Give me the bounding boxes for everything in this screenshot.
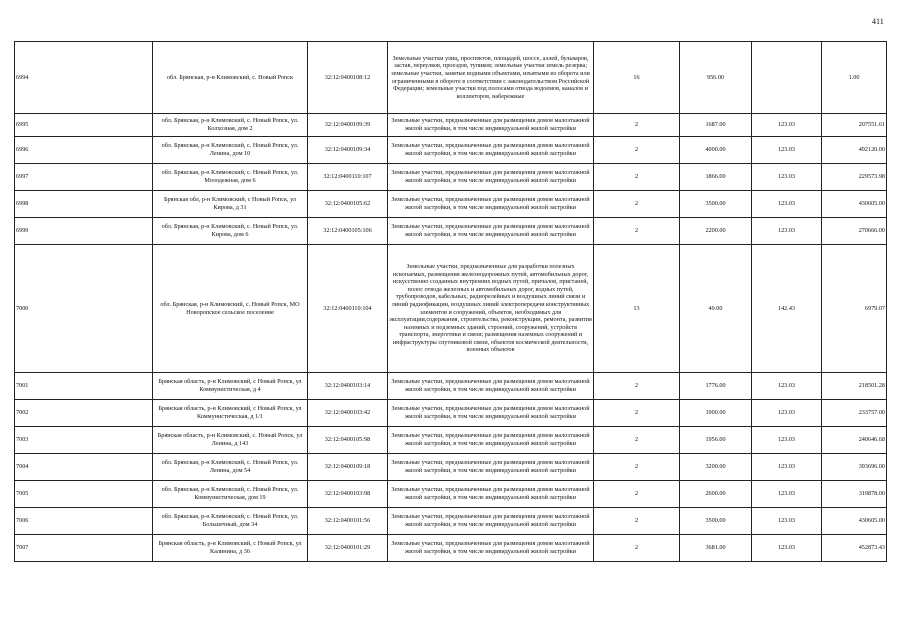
row-address: обл. Брянская, р-н Климовский, с. Новый Ропск, ул. Кирова, дом 6 (153, 218, 308, 245)
row-address: обл. Брянская, р-н Климовский, с. Новый Ропск, ул. Молодежная, дом 6 (153, 164, 308, 191)
row-usage-group: 16 (594, 42, 680, 114)
row-usage-group: 2 (594, 454, 680, 481)
row-number: 7007 (15, 535, 153, 562)
row-land-usage: Земельные участки, предназначенные для размещения домов малоэтажной жилой застройки, в том числе индивидуальной жилой застройки (388, 137, 594, 164)
row-area: 3681.00 (680, 535, 752, 562)
table-row (15, 508, 887, 535)
row-cadastral-value: 240646.68 (822, 427, 887, 454)
row-land-usage: Земельные участки, предназначенные для размещения домов малоэтажной жилой застройки, в том числе индивидуальной жилой застройки (388, 427, 594, 454)
table-row (15, 400, 887, 427)
row-area: 1687.00 (680, 114, 752, 137)
table-row (15, 42, 887, 114)
table-row (15, 481, 887, 508)
row-land-usage: Земельные участки, предназначенные для размещения домов малоэтажной жилой застройки, в том числе индивидуальной жилой застройки (388, 373, 594, 400)
row-number: 7006 (15, 508, 153, 535)
row-cadastral-number: 32:12:0400103:98 (308, 481, 388, 508)
row-specific-value: 123.03 (752, 191, 822, 218)
row-usage-group: 2 (594, 373, 680, 400)
row-land-usage: Земельные участки, предназначенные для размещения домов малоэтажной жилой застройки, в том числе индивидуальной жилой застройки (388, 164, 594, 191)
row-cadastral-value: 6979.07 (822, 245, 887, 373)
row-specific-value: 123.03 (752, 427, 822, 454)
row-area: 2200.00 (680, 218, 752, 245)
row-address: обл. Брянская, р-н Климовский, с. Новый Ропск (153, 42, 308, 114)
row-area: 3500.00 (680, 508, 752, 535)
row-number: 7005 (15, 481, 153, 508)
row-usage-group: 2 (594, 164, 680, 191)
row-usage-group: 2 (594, 535, 680, 562)
row-cadastral-value: 218501.28 (822, 373, 887, 400)
row-land-usage: Земельные участки улиц, проспектов, площадей, шоссе, аллей, бульваров, застав, переулков, проездов, тупиков; земельные участки земель резерва; земельные участки, занятые водными объектами, изъятыми из оборота или ограниченными в обороте в соответствии с законодательством Российской Федерации; земельные участки под полосами отвода водоемов, каналов и коллекторов, набережные (388, 42, 594, 114)
row-area: 4000.00 (680, 137, 752, 164)
row-cadastral-value: 270666.00 (822, 218, 887, 245)
row-land-usage: Земельные участки, предназначенные для размещения домов малоэтажной жилой застройки, в том числе индивидуальной жилой застройки (388, 400, 594, 427)
row-specific-value: 123.03 (752, 481, 822, 508)
row-cadastral-number: 32:12:0400105:62 (308, 191, 388, 218)
row-land-usage: Земельные участки, предназначенные для размещения домов малоэтажной жилой застройки, в том числе индивидуальной жилой застройки (388, 114, 594, 137)
row-specific-value: 123.03 (752, 137, 822, 164)
row-cadastral-value: 229573.98 (822, 164, 887, 191)
row-usage-group: 2 (594, 508, 680, 535)
row-cadastral-number: 32:12:0400109:39 (308, 114, 388, 137)
table-row (15, 218, 887, 245)
row-area: 1776.00 (680, 373, 752, 400)
row-usage-group: 2 (594, 218, 680, 245)
row-usage-group: 13 (594, 245, 680, 373)
row-number: 6998 (15, 191, 153, 218)
row-number: 7003 (15, 427, 153, 454)
table-row (15, 535, 887, 562)
table-row (15, 373, 887, 400)
row-cadastral-value: 233757.00 (822, 400, 887, 427)
row-address: Брянская обл, р-н Климовский, с Новый Ропск, ул Кирова, д 31 (153, 191, 308, 218)
row-number: 6996 (15, 137, 153, 164)
row-land-usage: Земельные участки, предназначенные для размещения домов малоэтажной жилой застройки, в том числе индивидуальной жилой застройки (388, 218, 594, 245)
row-number: 6994 (15, 42, 153, 114)
row-address: Брянская область, р-н Климовский, с. Новый Ропск, ул Ленина, д 143 (153, 427, 308, 454)
row-usage-group: 2 (594, 114, 680, 137)
row-land-usage: Земельные участки, предназначенные для размещения домов малоэтажной жилой застройки, в том числе индивидуальной жилой застройки (388, 191, 594, 218)
row-area: 3200.00 (680, 454, 752, 481)
table-row (15, 191, 887, 218)
row-address: Брянская область, р-н Климовский, с Новый Ропск, ул Коммунистическая, д 1/1 (153, 400, 308, 427)
row-cadastral-number: 32:12:0400103:42 (308, 400, 388, 427)
row-usage-group: 2 (594, 400, 680, 427)
row-specific-value: 123.03 (752, 535, 822, 562)
row-address: Брянская область, р-н Климовский, с Новый Ропск, ул Калинина, д 36 (153, 535, 308, 562)
row-land-usage: Земельные участки, предназначенные для размещения домов малоэтажной жилой застройки, в том числе индивидуальной жилой застройки (388, 508, 594, 535)
row-specific-value: 123.03 (752, 373, 822, 400)
row-area: 1956.00 (680, 427, 752, 454)
row-cadastral-value: 1.00 (822, 42, 887, 114)
row-number: 6995 (15, 114, 153, 137)
row-cadastral-value: 430605.00 (822, 508, 887, 535)
row-number: 6997 (15, 164, 153, 191)
row-address: обл. Брянская, р-н Климовский, с. Новый Ропск, ул. Колхозная, дом 2 (153, 114, 308, 137)
row-cadastral-value: 393696.00 (822, 454, 887, 481)
row-cadastral-number: 32:12:0400101:29 (308, 535, 388, 562)
row-number: 7001 (15, 373, 153, 400)
row-area: 1900.00 (680, 400, 752, 427)
row-cadastral-number: 32:12:0400105:98 (308, 427, 388, 454)
row-specific-value: 123.03 (752, 400, 822, 427)
row-cadastral-value: 430605.00 (822, 191, 887, 218)
row-land-usage: Земельные участки, предназначенные для разработки полезных ископаемых, размещения железнодорожных путей, автомобильных дорог, искусственно созданных внутренних водных путей, причалов, пристаней, полос отвода железных и автомобильных дорог, водных путей, трубопроводов, кабельных, радиорелейных и воздушных линий связи и линий радиофикации, воздушных линий электропередачи конструктивных элементов и сооружений, объектов, необходимых для эксплуатации,содержания, строительства, реконструкции, ремонта, развития наземных и подземных зданий, строений, сооружений, устройств транспорта, энергетики и связи; размещения наземных сооружений и инфраструктуры спутниковой связи, объектов космической деятельности, военных объектов (388, 245, 594, 373)
row-cadastral-number: 32:12:0400109:34 (308, 137, 388, 164)
row-land-usage: Земельные участки, предназначенные для размещения домов малоэтажной жилой застройки, в том числе индивидуальной жилой застройки (388, 535, 594, 562)
row-cadastral-value: 452873.43 (822, 535, 887, 562)
row-address: обл. Брянская, р-н Климовский, с. Новый Ропск, ул. Ленина, дом 54 (153, 454, 308, 481)
table-row (15, 245, 887, 373)
table-row (15, 454, 887, 481)
row-usage-group: 2 (594, 481, 680, 508)
cadastral-register-table (14, 41, 887, 562)
page-number: 411 (872, 17, 884, 26)
row-address: обл. Брянская, р-н Климовский, с. Новый Ропск, МО Новоропское сельское поселение (153, 245, 308, 373)
table-row (15, 114, 887, 137)
row-usage-group: 2 (594, 427, 680, 454)
row-usage-group: 2 (594, 191, 680, 218)
row-number: 7000 (15, 245, 153, 373)
row-number: 6999 (15, 218, 153, 245)
row-land-usage: Земельные участки, предназначенные для размещения домов малоэтажной жилой застройки, в том числе индивидуальной жилой застройки (388, 454, 594, 481)
row-area: 956.00 (680, 42, 752, 114)
row-specific-value: 142.43 (752, 245, 822, 373)
row-land-usage: Земельные участки, предназначенные для размещения домов малоэтажной жилой застройки, в том числе индивидуальной жилой застройки (388, 481, 594, 508)
row-number: 7002 (15, 400, 153, 427)
row-cadastral-number: 32:12:0400103:14 (308, 373, 388, 400)
row-area: 49.00 (680, 245, 752, 373)
row-specific-value (752, 42, 822, 114)
row-specific-value: 123.03 (752, 454, 822, 481)
row-specific-value: 123.03 (752, 508, 822, 535)
row-specific-value: 123.03 (752, 218, 822, 245)
table-row (15, 427, 887, 454)
row-specific-value: 123.03 (752, 164, 822, 191)
row-area: 3500.00 (680, 191, 752, 218)
row-number: 7004 (15, 454, 153, 481)
row-cadastral-value: 319878.00 (822, 481, 887, 508)
row-address: обл. Брянская, р-н Климовский, с. Новый Ропск, ул. Ленина, дом 10 (153, 137, 308, 164)
row-cadastral-number: 32:12:0400110:104 (308, 245, 388, 373)
row-cadastral-number: 32:12:0400110:107 (308, 164, 388, 191)
row-cadastral-value: 207551.61 (822, 114, 887, 137)
table-body (15, 42, 887, 562)
row-area: 2600.00 (680, 481, 752, 508)
table-row (15, 137, 887, 164)
row-cadastral-number: 32:12:0400109:18 (308, 454, 388, 481)
row-cadastral-number: 32:12:0400108:12 (308, 42, 388, 114)
row-area: 1866.00 (680, 164, 752, 191)
row-cadastral-value: 492120.00 (822, 137, 887, 164)
row-address: Брянская область, р-н Климовский, с Новый Ропск, ул Коммунистическая, д 4 (153, 373, 308, 400)
row-cadastral-number: 32:12:0400101:56 (308, 508, 388, 535)
row-usage-group: 2 (594, 137, 680, 164)
row-cadastral-number: 32:12:0400105:106 (308, 218, 388, 245)
row-address: обл. Брянская, р-н Климовский, с. Новый Ропск, ул. Большечный, дом 34 (153, 508, 308, 535)
table-row (15, 164, 887, 191)
row-address: обл. Брянская, р-н Климовский, с. Новый Ропск, ул. Коммунистическая, дом 19 (153, 481, 308, 508)
row-specific-value: 123.03 (752, 114, 822, 137)
